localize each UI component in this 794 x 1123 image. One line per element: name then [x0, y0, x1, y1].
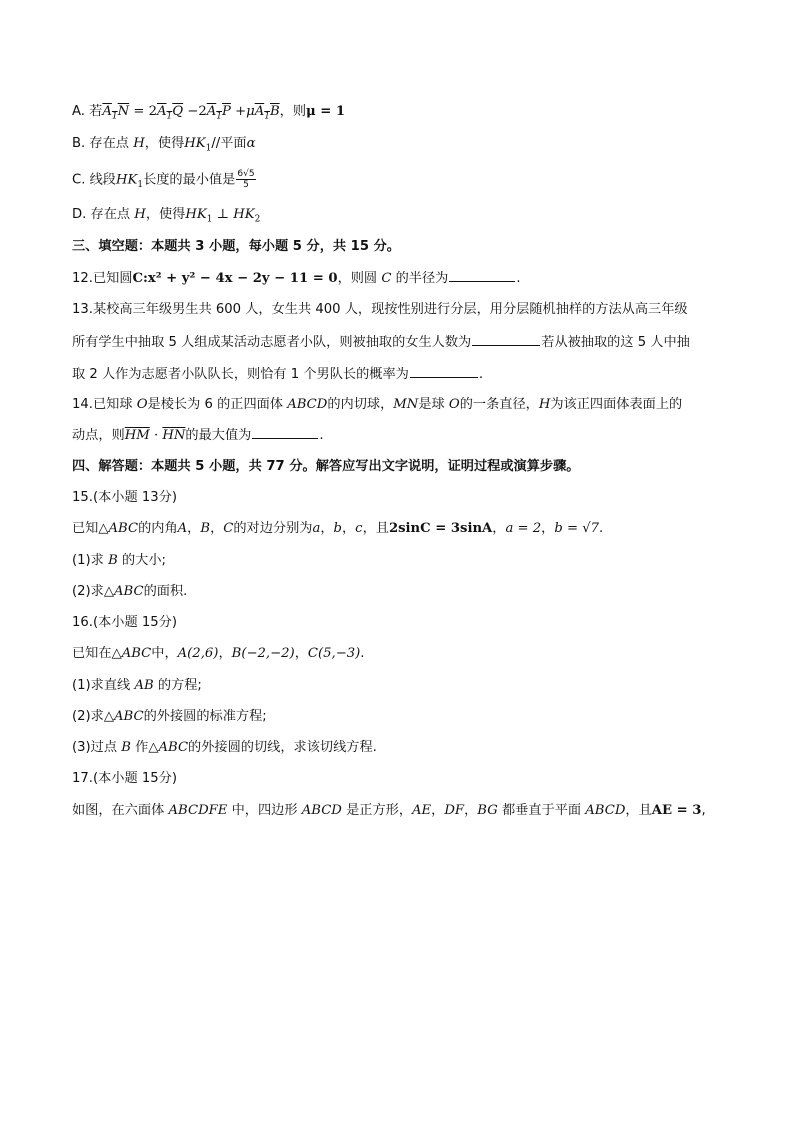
question-15-stem: 已知△ABC的内角A，B，C的对边分别为a，b，c，且2sinC = 3sinA，a = 2，b = √7. — [72, 521, 604, 536]
question-15-part-2: (2)求△ABC的面积. — [72, 584, 188, 599]
question-13-line-2: 所有学生中抽取 5 人组成某活动志愿者小队，则被抽取的女生人数为 若从被抽取的这 5 人中抽 — [72, 335, 690, 350]
question-14-line-2: 动点，则$\overline{HM} \cdot \overline{HN}$的最大值为 . — [72, 428, 324, 443]
question-16-part-2: (2)求△ABC的外接圆的标准方程; — [72, 709, 267, 724]
question-13-line-3: 取 2 人作为志愿者小队队长，则恰有 1 个男队长的概率为 . — [72, 367, 484, 382]
question-14-line-1: 14.已知球 O是棱长为 6 的正四面体 ABCD的内切球，MN是球 O的一条直径，H为该正四面体表面上的 — [72, 397, 683, 412]
answer-blank — [410, 365, 478, 378]
question-16-stem: 已知在△ABC中，A(2,6)，B(−2,−2)，C(5,−3). — [72, 646, 365, 661]
option-c: C. 线段$HK_1$长度的最小值是 $\frac{6√5}{5}$ — [72, 169, 255, 191]
question-13-line-1: 13.某校高三年级男生共 600 人，女生共 400 人，现按性别进行分层，用分层随机抽样的方法从高三年级 — [72, 302, 688, 317]
question-17-stem: 如图，在六面体 ABCDFE 中，四边形 ABCD 是正方形，AE，DF，BG 都垂直于平面 ABCD，且AE = 3, — [72, 803, 706, 818]
question-15-part-1: (1)求 B 的大小; — [72, 553, 166, 568]
answer-blank — [449, 269, 515, 282]
section-heading-fill-in: 三、填空题：本题共 3 小题，每小题 5 分，共 15 分。 — [72, 239, 400, 254]
question-16-title: 16.(本小题 15分) — [72, 615, 177, 630]
fraction: $\frac{6√5}{5}$ — [237, 169, 255, 190]
option-a: A. 若$A_1N = 2A_1Q -2A_1P +\mu A_1B$，则μ = 1 — [72, 104, 346, 122]
question-16-part-1: (1)求直线 AB 的方程; — [72, 678, 202, 693]
answer-blank — [252, 426, 318, 439]
answer-blank — [472, 333, 540, 346]
question-16-part-3: (3)过点 B 作△ABC的外接圆的切线，求该切线方程. — [72, 740, 377, 755]
section-heading-solutions: 四、解答题：本题共 5 小题，共 77 分。解答应写出文字说明，证明过程或演算步骤。 — [72, 459, 580, 474]
question-12: 12.已知圆C:x² + y² − 4x − 2y − 11 = 0，则圆 C 的半径为 . — [72, 271, 521, 286]
question-15-title: 15.(本小题 13分) — [72, 490, 177, 505]
option-d: D. 存在点 H，使得$HK_1$ ⊥ $HK_2$ — [72, 207, 261, 225]
question-17-title: 17.(本小题 15分) — [72, 771, 177, 786]
option-b: B. 存在点 H，使得$HK_1//$平面α — [72, 136, 256, 154]
